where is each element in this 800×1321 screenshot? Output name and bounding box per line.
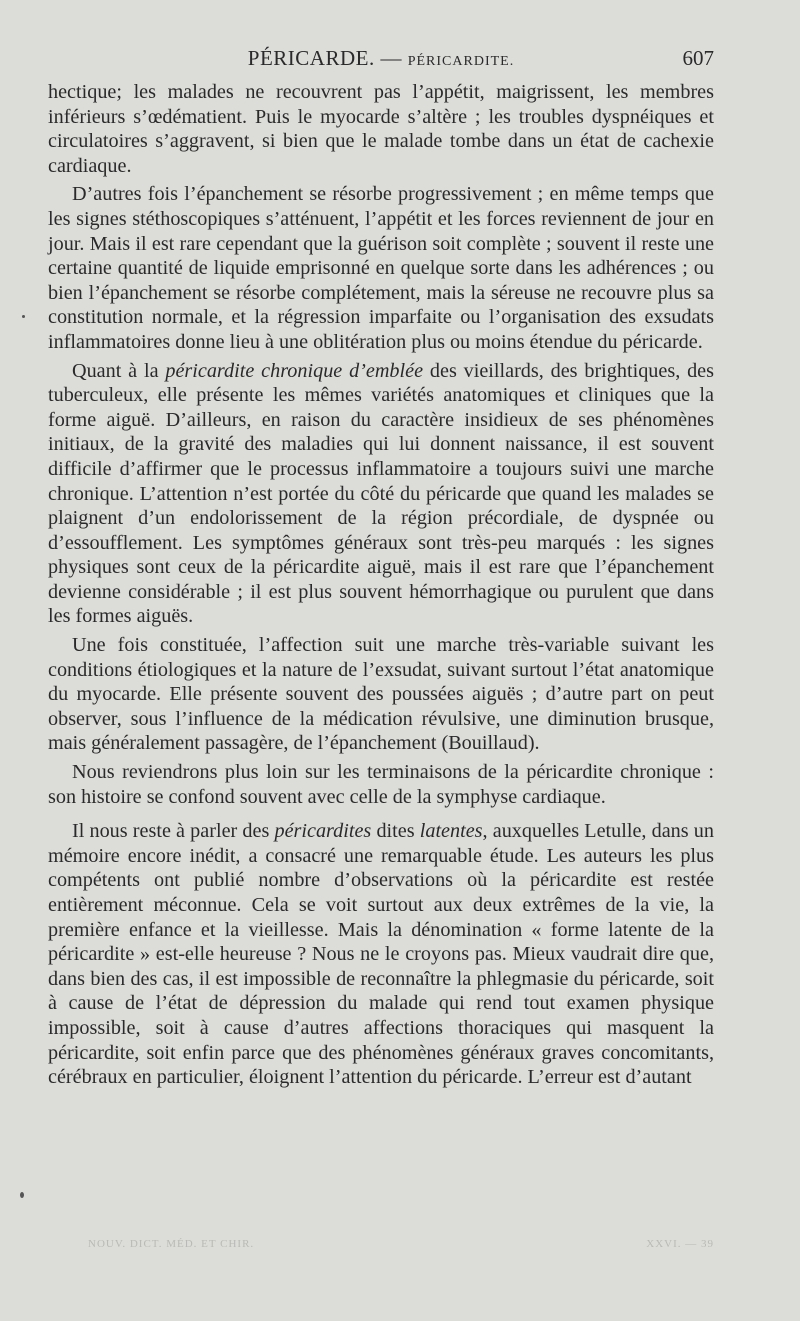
running-title: [48, 46, 714, 71]
signature-right: XXVI. — 39: [646, 1238, 714, 1250]
term-latent: latentes: [419, 820, 483, 843]
running-title-main: PÉRICARDE. —: [247, 46, 402, 70]
paragraph-6: [48, 819, 714, 1090]
term-pericarditis: péricardites: [274, 820, 372, 843]
paragraph-3-rest: des vieillards, des brightiques, des tuberculeux, elle présente les mêmes variétés anatomiques et cliniques que la forme aiguë. D’ailleurs, en raison du caractère insidieux de ses phénomènes initiaux, de la gravité des maladies qui lui donnent naissance, il est souvent difficile d’affirmer que le processus inflammatoire a toujours suivi une marche chronique. L’attention n’est portée du côté du péricarde que quand les malades se plaignent d’un endolorissement de la région précordiale, de dyspnée ou d’essoufflement. Les symptômes généraux sont très-peu marqués : les signes physiques sont ceux de la péricardite aiguë, mais il est rare que l’épanchement devienne considérable ; il est plus souvent hémorrhagique ou purulent que dans les formes aiguës.: [48, 359, 714, 628]
paragraph-6-rest: , auxquelles Letulle, dans un mémoire encore inédit, a consacré une remarquable étude. Les auteurs les plus compétents ont publié nombre d’observations où la péricardite est restée entièrement méconnue. Cela se voit surtout aux deux extrêmes de la vie, la première enfance et la vieillesse. Mais la dénomination « forme latente de la péricardite » est-elle heureuse ? Nous ne le croyons pas. Mieux vaudrait dire que, dans bien des cas, il est impossible de reconnaître la phlegmasie du péricarde, soit à cause de l’état de dépression du malade qui rend tout examen physique impossible, soit à cause d’autres affections thoraciques qui masquent la péricardite, soit enfin parce que des phénomènes généraux graves concomitants, cérébraux en particulier, éloignent l’attention du péricarde. L’erreur est d’autant: [48, 820, 714, 1089]
signature-left: NOUV. DICT. MÉD. ET CHIR.: [88, 1238, 255, 1250]
term-chronic-pericarditis: péricardite chronique d’emblée: [165, 359, 424, 382]
page-number: 607: [682, 46, 714, 70]
paragraph-4: Une fois constituée, l’affection suit une marche très-variable suivant les conditions étiologiques et la nature de l’exsudat, suivant surtout l’état anatomique du myocarde. Elle présente souvent des poussées aiguës ; d’autre part on peut observer, sous l’influence de la médication révulsive, une diminution brusque, mais généralement passagère, de l’épanchement (Bouillaud).: [48, 634, 714, 755]
paragraph-3: [48, 359, 714, 630]
running-title-sub: PÉRICARDITE.: [407, 54, 515, 69]
ink-speck: [22, 315, 25, 318]
paragraph-6-mid: dites: [371, 820, 420, 843]
body-text: [48, 80, 714, 1094]
paragraph-2: D’autres fois l’épanchement se résorbe progressivement ; en même temps que les signes stéthoscopiques s’atténuent, l’appétit et les forces reviennent de jour en jour. Mais il est rare cependant que la guérison soit complète ; souvent il reste une certaine quantité de liquide emprisonné en quelque sorte dans les adhérences ; ou bien l’épanchement se résorbe complétement, mais la séreuse ne recouvre plus sa constitution normale, et la régression imparfaite ou l’organisation des exsudats inflammatoires donne lieu à une oblitération plus ou moins étendue du péricarde.: [48, 183, 714, 353]
ink-speck: [20, 1192, 24, 1198]
paragraph-3-start: Quant à la: [72, 359, 166, 382]
paragraph-6-start: Il nous reste à parler des: [72, 820, 275, 843]
running-header: [48, 42, 714, 76]
paragraph-5: Nous reviendrons plus loin sur les terminaisons de la péricardite chronique : son histoire se confond souvent avec celle de la symphyse cardiaque.: [48, 761, 714, 808]
paragraph-1: hectique; les malades ne recouvrent pas l’appétit, maigrissent, les membres inférieurs s’œdématient. Puis le myocarde s’altère ; les troubles dyspnéiques et circulatoires s’aggravent, si bien que le malade tombe dans un état de cachexie cardiaque.: [48, 81, 714, 177]
